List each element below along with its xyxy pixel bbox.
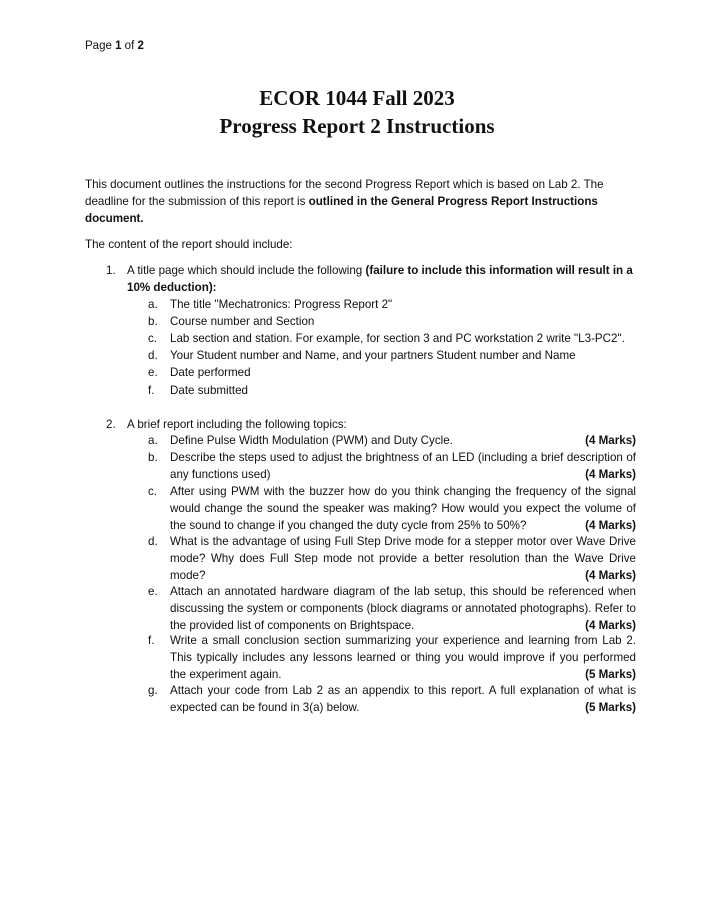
subitem-letter: a. [148, 298, 158, 311]
subitem-text [170, 533, 636, 584]
document-title-line2: Progress Report 2 Instructions [219, 114, 495, 138]
list-item-text [127, 262, 637, 296]
subitem-text [170, 583, 636, 634]
subitem-text: The title "Mechatronics: Progress Report 2" [170, 298, 393, 311]
subitem-letter: g. [148, 684, 158, 697]
marks-label: (4 Marks) [585, 468, 636, 481]
page-current: 1 [115, 40, 122, 52]
marks-label: (4 Marks) [585, 434, 636, 447]
item1-text-bold: (failure to include this information will result in a 10% deduction): [127, 264, 633, 294]
subitem-text: Date submitted [170, 384, 248, 397]
subitem-letter: c. [148, 485, 158, 498]
subitem-text [170, 682, 636, 716]
subitem-letter: c. [148, 332, 158, 345]
marks-label: (4 Marks) [585, 519, 636, 532]
document-title-line1: ECOR 1044 Fall 2023 [259, 86, 455, 110]
list-item-text: A brief report including the following topics: [127, 418, 347, 431]
subitem-letter: a. [148, 434, 158, 447]
subitem-letter: f. [148, 634, 155, 647]
intro-text: This document outlines the instructions for the second Progress Report which is based on Lab 2. The deadline for the submission of this report is [85, 178, 604, 208]
list-number: 1. [106, 264, 116, 277]
subitem-body: After using PWM with the buzzer how do you think changing the frequency of the signal would change the sound the speaker was making? How would you expect the volume of the sound to change if you changed the duty cycle from 25% to 50%? [170, 485, 636, 532]
subitem-text [170, 483, 636, 534]
content-intro: The content of the report should include: [85, 238, 293, 251]
subitem-letter: e. [148, 366, 158, 379]
subitem-text: Lab section and station. For example, for section 3 and PC workstation 2 write "L3-PC2". [170, 332, 625, 345]
page-total: 2 [137, 40, 144, 52]
subitem-body: What is the advantage of using Full Step Drive mode for a stepper motor over Wave Drive mode? Why does Full Step mode not provide a better resolution than the Wave Drive mode? [170, 535, 636, 582]
subitem-text: Date performed [170, 366, 251, 379]
subitem-letter: e. [148, 585, 158, 598]
subitem-body: Describe the steps used to adjust the brightness of an LED (including a brief description of any functions used) [170, 451, 636, 481]
subitem-body: Define Pulse Width Modulation (PWM) and Duty Cycle. [170, 434, 453, 447]
subitem-text: Your Student number and Name, and your partners Student number and Name [170, 349, 576, 362]
subitem-letter: b. [148, 315, 158, 328]
list-number: 2. [106, 418, 116, 431]
subitem-letter: d. [148, 349, 158, 362]
marks-label: (5 Marks) [585, 668, 636, 681]
page-of: of [124, 40, 135, 52]
marks-label: (5 Marks) [585, 701, 636, 714]
subitem-body: Attach your code from Lab 2 as an appendix to this report. A full explanation of what is expected can be found in 3(a) below. [170, 684, 636, 714]
subitem-body: Attach an annotated hardware diagram of the lab setup, this should be referenced when discussing the system or components (block diagrams or annotated photographs). Refer to the provided list of components on Brightspace. [170, 585, 636, 632]
subitem-text: Course number and Section [170, 315, 315, 328]
intro-paragraph [85, 176, 625, 227]
page-number [85, 40, 144, 52]
subitem-text [170, 632, 636, 683]
subitem-letter: b. [148, 451, 158, 464]
intro-text-bold: outlined in the General Progress Report Instructions document. [85, 195, 598, 225]
item1-text: A title page which should include the following [127, 264, 366, 277]
subitem-text [170, 432, 636, 449]
subitem-letter: d. [148, 535, 158, 548]
page-prefix: Page [85, 40, 112, 52]
subitem-letter: f. [148, 384, 155, 397]
subitem-body: Write a small conclusion section summarizing your experience and learning from Lab 2. This typically includes any lessons learned or thing you would improve if you performed the experiment again. [170, 634, 636, 681]
marks-label: (4 Marks) [585, 569, 636, 582]
subitem-text [170, 449, 636, 483]
marks-label: (4 Marks) [585, 619, 636, 632]
